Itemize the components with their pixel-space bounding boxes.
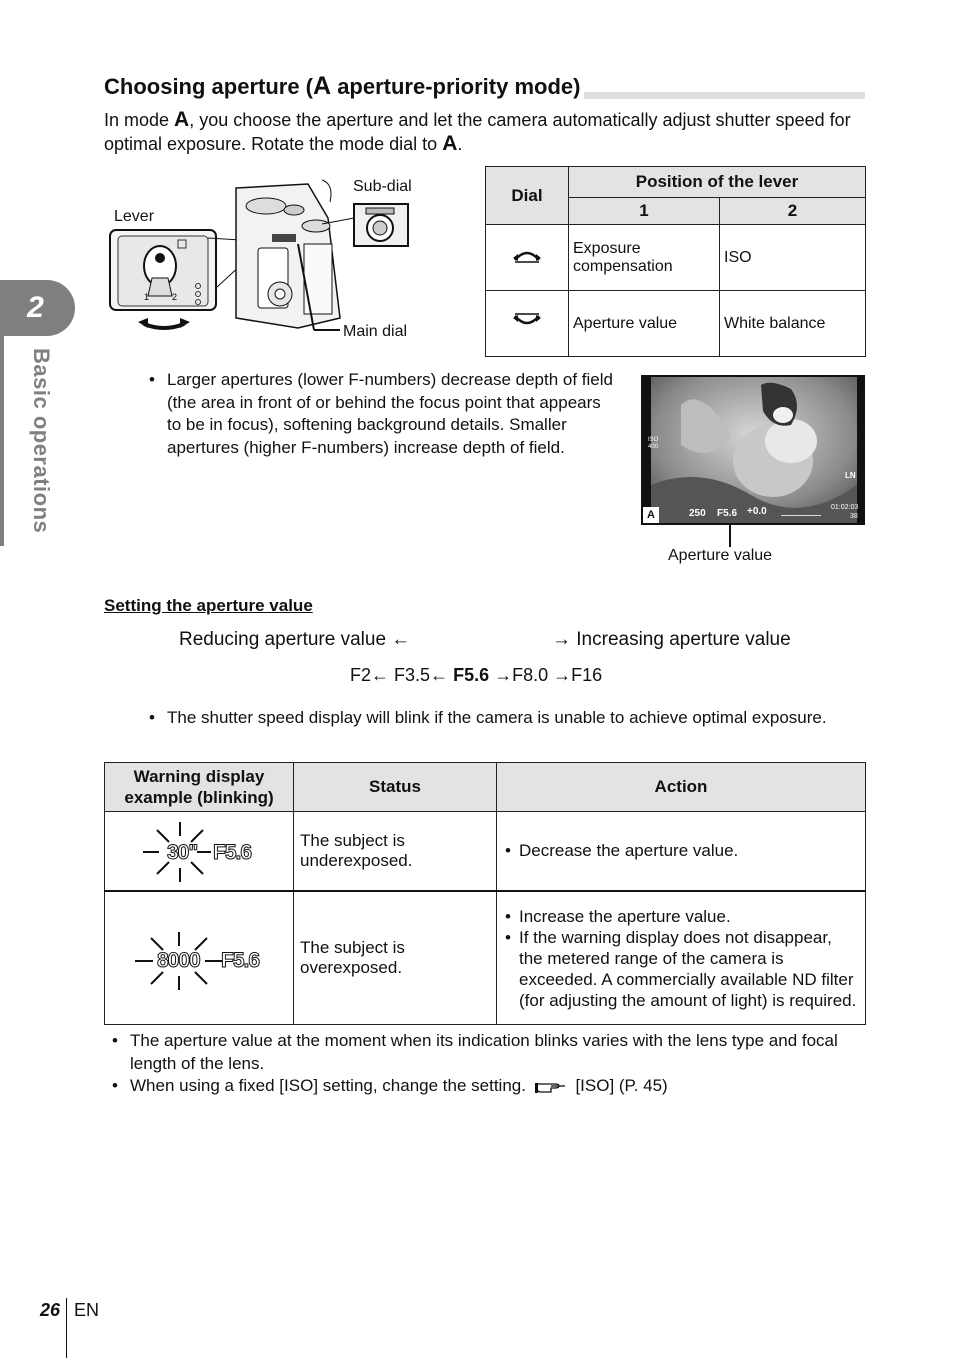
shutter-blink-note — [149, 707, 849, 729]
dial-function-table — [485, 166, 866, 357]
main-dial-label: Main dial — [343, 323, 408, 340]
status-under: The subject is underexposed. — [294, 812, 497, 892]
arrow-left-icon: ← — [371, 665, 395, 685]
arrow-left-icon: ← — [430, 665, 454, 685]
photo-caption-leader — [729, 525, 731, 547]
table-row — [486, 291, 866, 357]
quality-readout: LN — [845, 471, 856, 480]
lever-label: Lever — [114, 208, 155, 225]
page-number: 26 — [40, 1300, 61, 1320]
warning-table — [104, 762, 866, 1025]
language-code: EN — [74, 1300, 100, 1320]
chapter-strip — [0, 336, 4, 546]
iso-ref-link[interactable]: [ISO] (P. 45) — [575, 1076, 668, 1095]
exposure-readout: +0.0 — [747, 506, 767, 517]
list-item: • Larger apertures (lower F-numbers) decrease depth of field (the area in front of or behind the focus point that appears to be in focus), softening background details. Smaller apertures (higher F-numbers) increase depth of field. — [149, 369, 619, 459]
setting-heading: Setting the aperture value — [104, 596, 313, 615]
mode-a-icon: A — [313, 72, 332, 100]
svg-text:1: 1 — [144, 292, 150, 302]
blink-example-under — [105, 812, 294, 892]
time-readout: 01:02:03 — [831, 504, 859, 511]
table-row — [105, 891, 866, 1025]
chapter-title: Basic operations — [29, 348, 54, 534]
col-position: Position of the lever — [569, 167, 866, 198]
reduce-label: Reducing aperture value ← — [179, 629, 411, 650]
action-over — [497, 891, 866, 1025]
lever2-sub-dial: ISO — [720, 225, 866, 291]
intro-text-1: In mode — [104, 110, 175, 130]
table-row — [105, 812, 866, 892]
intro-paragraph — [104, 108, 864, 156]
iso-readout: ISO 400 — [648, 437, 659, 450]
chapter-number: 2 — [27, 291, 44, 324]
mode-indicator: A — [643, 507, 659, 523]
list-item: • Decrease the aperture value. — [505, 841, 859, 861]
iso-note-text: When using a fixed [ISO] setting, change the setting. — [130, 1076, 526, 1095]
sub-dial-label: Sub-dial — [353, 178, 412, 195]
col-action: Action — [497, 763, 866, 812]
status-over: The subject is overexposed. — [294, 891, 497, 1025]
list-item: • The aperture value at the moment when its indication blinks varies with the lens type and focal length of the lens. — [112, 1030, 862, 1075]
heading-prefix: Choosing aperture ( — [104, 74, 314, 99]
increase-label: → Increasing aperture value — [552, 629, 791, 650]
arrow-right-icon: → — [489, 665, 513, 685]
col-lever-1: 1 — [569, 198, 720, 225]
sub-dial-icon — [486, 225, 569, 291]
footer-divider — [66, 1298, 67, 1358]
shutter-readout: 250 — [689, 508, 706, 519]
f-value-current: F5.6 — [453, 665, 490, 685]
list-item: • The shutter speed display will blink if the camera is unable to achieve optimal exposure. — [149, 707, 849, 729]
action-under — [497, 812, 866, 892]
svg-text:2: 2 — [172, 292, 178, 302]
f-value: F8.0 — [512, 665, 549, 685]
f-value: F2 — [350, 665, 372, 685]
intro-text-3: . — [457, 134, 463, 154]
main-dial-icon — [486, 291, 569, 357]
col-dial: Dial — [486, 167, 569, 225]
blink-aperture-value: F5.6 — [221, 949, 260, 972]
blink-shutter-value: 30" — [167, 841, 198, 864]
col-lever-2: 2 — [720, 198, 866, 225]
arrow-right-icon: → — [548, 665, 572, 685]
col-example: Warning display example (blinking) — [105, 763, 294, 812]
mode-a-icon: A — [442, 132, 458, 155]
list-item — [112, 1075, 862, 1101]
blink-example-over — [105, 891, 294, 1025]
list-item: • Increase the aperture value. — [505, 906, 859, 927]
lever1-main-dial: Aperture value — [569, 291, 720, 357]
lever1-sub-dial: Exposure compensation — [569, 225, 720, 291]
chapter-tab — [0, 280, 75, 336]
depth-of-field-notes — [149, 369, 619, 459]
mode-a-icon: A — [174, 108, 190, 131]
intro-text-2: , you choose the aperture and let the camera automatically adjust shutter speed for optimal exposure. Rotate the mode dial to — [104, 110, 851, 154]
exposure-scale — [781, 515, 821, 516]
photo-image — [641, 375, 865, 525]
aperture-notes — [112, 1030, 862, 1101]
pointing-hand-icon — [535, 1078, 567, 1101]
f-number-sequence — [350, 665, 602, 686]
photo-caption: Aperture value — [668, 547, 773, 564]
blink-aperture-value: F5.6 — [213, 841, 252, 864]
aperture-readout: F5.6 — [717, 508, 738, 519]
shots-readout: 38 — [850, 513, 858, 520]
f-value: F16 — [571, 665, 603, 685]
heading-suffix: aperture-priority mode) — [331, 74, 581, 99]
chapter-title-vertical — [18, 348, 58, 548]
col-status: Status — [294, 763, 497, 812]
viewfinder-photo — [641, 375, 865, 525]
f-value: F3.5 — [394, 665, 431, 685]
table-row — [486, 225, 866, 291]
list-item: • If the warning display does not disappear, the metered range of the camera is exceeded. A commercially available ND filter (for adjusting the amount of light) is required. — [505, 927, 859, 1011]
blink-shutter-value: 8000 — [157, 949, 200, 972]
lever2-main-dial: White balance — [720, 291, 866, 357]
section-heading — [104, 72, 584, 101]
